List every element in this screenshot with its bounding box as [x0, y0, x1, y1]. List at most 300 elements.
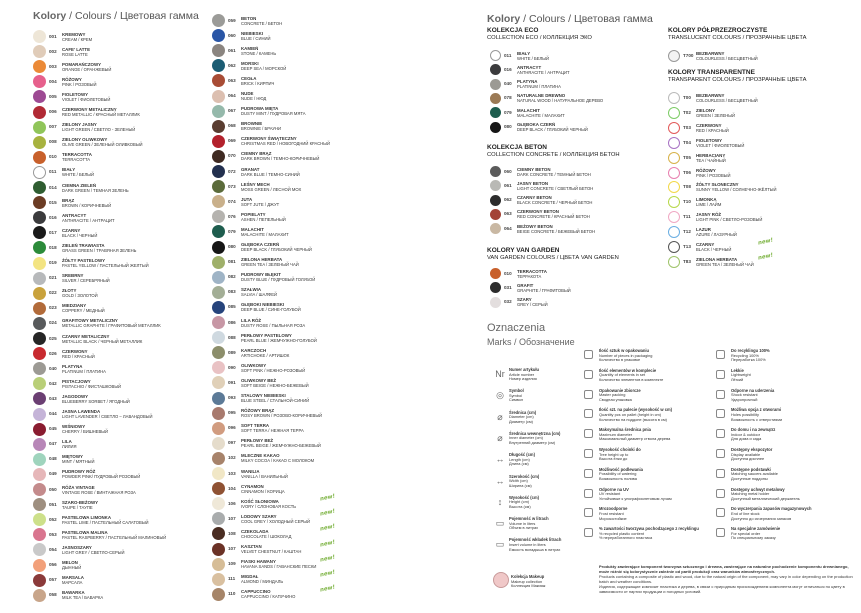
- mark-icon: ↔: [495, 454, 505, 465]
- colour-swatch: [212, 392, 225, 405]
- colour-swatch: [33, 317, 46, 330]
- mark-icon: ▭: [495, 539, 505, 550]
- colour-swatch: [33, 574, 46, 587]
- mark-icon: [584, 409, 593, 418]
- colour-swatch: [212, 105, 225, 118]
- colour-name: BROWNIE BROWNIE / БРАУНИ: [241, 121, 282, 132]
- colour-name: JAGODOWY BLUEBERRY SORBET / ЯГОДНЫЙ: [62, 393, 130, 404]
- colour-name: CZARNY BETON BLACK CONCRETE / ЧЕРНЫЙ БЕТОН: [517, 195, 593, 206]
- colour-swatch: [668, 196, 680, 208]
- colour-name: LIMONKA LIME / ЛАЙМ: [696, 197, 722, 208]
- colour-code: 011: [504, 52, 512, 58]
- colour-code: 060: [504, 168, 512, 174]
- colour-code: 103: [228, 470, 236, 476]
- colour-code: 019: [49, 260, 57, 265]
- colour-swatch: [212, 497, 225, 510]
- colour-code: 086: [228, 319, 236, 325]
- colour-code: T00: [683, 95, 691, 100]
- colour-swatch: [212, 527, 225, 540]
- mark-label: Dostępny uchwyt metalowy Matching metal holder Доступный металлический держатель: [731, 486, 800, 501]
- mark-label: Dostępne podstawki Matching saucers available Доступные поддоны: [731, 466, 778, 481]
- colour-swatch: [33, 302, 46, 315]
- colour-code: 023: [49, 305, 57, 311]
- colour-name: BEZBARWNY COLOURLESS / БЕСЦВЕТНЫЙ: [696, 51, 758, 61]
- colour-code: T08: [683, 184, 691, 190]
- colour-code: 008: [49, 139, 57, 145]
- colour-name: PERŁOWY PASTELOWY PEARL BLUE / ЖЕМЧУЖНО-ГОЛУБОЙ: [241, 332, 317, 343]
- colour-name: ŻÓŁTY PASTELOWY PASTEL YELLOW / ПАСТЕЛЬНЫЙ ЖЕЛТЫЙ: [62, 258, 149, 268]
- colour-swatch: [212, 74, 225, 87]
- colour-swatch: [212, 467, 225, 480]
- collection-heading: KOLEKCJA BETON COLLECTION CONCRETE / КОЛЛЕКЦИЯ БЕТОН: [487, 144, 620, 158]
- colour-swatch: [33, 423, 46, 436]
- colour-swatch: [668, 122, 680, 134]
- colour-swatch: [33, 543, 46, 556]
- colour-swatch: [212, 180, 225, 193]
- colour-code: 061: [228, 47, 236, 53]
- colour-swatch: [668, 167, 680, 179]
- colour-name: CZERWONY METALICZNY RED METALLIC / КРАСНЫЙ МЕТАЛЛИК: [62, 107, 140, 117]
- colour-swatch: [212, 482, 225, 495]
- colour-swatch: [33, 226, 46, 239]
- colour-name: NUDE NUDE / НЮД: [241, 91, 267, 101]
- colour-swatch: [668, 50, 680, 62]
- colour-code: 063: [228, 77, 236, 83]
- colour-swatch: [33, 272, 46, 285]
- colour-name: SZARY GREY / СЕРЫЙ: [517, 297, 548, 308]
- new-badge: new!: [757, 237, 774, 247]
- mark-label: % zawartości tworzywa pochodzącego z recyklingu % recycled plastic content % переработанного пластика: [599, 526, 699, 541]
- mark-icon: [584, 370, 593, 379]
- colour-code: 011: [49, 169, 57, 175]
- mark-icon: [584, 508, 593, 517]
- collection-heading: KOLEKCJA ECO COLLECTION ECO / КОЛЛЕКЦИЯ ЭКО: [487, 27, 592, 41]
- colour-swatch: [212, 59, 225, 72]
- colour-name: PUDROWY BŁĘKIT DUSTY BLUE / ПУДРОВЫЙ ГОЛУБОЙ: [241, 272, 316, 283]
- colour-code: 107: [228, 546, 236, 551]
- colour-swatch: [212, 452, 225, 465]
- colour-swatch: [33, 181, 46, 194]
- colour-name: MORSKI DEEP SEA / МОРСКОЙ: [241, 60, 287, 71]
- colour-code: 044: [49, 411, 57, 416]
- colour-swatch: [212, 422, 225, 435]
- mark-label: Odporne na uderzenia Shock resistant Ударопрочный: [731, 387, 775, 402]
- colour-swatch: [490, 122, 501, 133]
- colour-name: ZŁOTY GOLD / ЗОЛОТОЙ: [62, 288, 98, 299]
- mark-icon: [716, 489, 725, 498]
- colour-code: 010: [504, 270, 512, 276]
- colour-code: 058: [49, 592, 57, 598]
- mark-icon: ↔: [495, 475, 505, 486]
- mark-icon: Nr: [495, 369, 505, 379]
- mark-label: Symbol Symbol Символ: [509, 388, 524, 403]
- colour-code: 049: [49, 471, 57, 477]
- colour-swatch: [212, 331, 225, 344]
- mark-icon: [716, 409, 725, 418]
- colour-name: TERRACOTTA TERRACOTTA: [62, 152, 92, 163]
- colour-code: 062: [228, 62, 236, 68]
- colour-swatch: [212, 241, 225, 254]
- colour-name: PUDROWY RÓŻ POWDER PINK/ ПУДРОВЫЙ РОЗОВЫЙ: [62, 469, 141, 480]
- colour-code: 025: [49, 335, 57, 341]
- colour-swatch: [668, 181, 680, 193]
- colour-name: NATURALNE DREWNO NATURAL WOOD / НАТУРАЛЬНОЕ ДЕРЕВО: [517, 93, 604, 104]
- colour-name: CZERWONY RED / КРАСНЫЙ: [696, 122, 729, 133]
- colour-code: T12: [683, 229, 691, 235]
- mark-icon: [716, 528, 725, 537]
- mark-label: Wysokość (cm) Height (cm) Высота (см): [509, 494, 539, 509]
- colour-code: 079: [228, 228, 236, 234]
- mark-label: Dostępny ekspozytor Display available Доступна дисплее: [731, 447, 773, 462]
- mark-icon: [584, 350, 593, 359]
- colour-code: 005: [49, 93, 57, 99]
- colour-name: BEZBARWNY COLOURLESS / БЕСЦВЕТНЫЙ: [696, 93, 758, 103]
- colour-code: 040: [504, 81, 512, 87]
- colour-name: ZIELONY GREEN / ЗЕЛЕНЫЙ: [696, 107, 735, 118]
- colour-name: RÓŻOWY BRĄZ ROSY BROWN / РОЗОВО-КОРИЧНЕВЫЙ: [241, 408, 323, 419]
- colour-code: 045: [49, 426, 57, 432]
- colour-code: T06: [683, 169, 691, 175]
- mark-label: Ilość sztuk w opakowaniu Number of pieces in packaging Количество в упаковке: [599, 348, 653, 363]
- colour-code: 095: [228, 410, 236, 416]
- mark-label: Opakowanie zbiorcze Master packing Сводная упаковка: [599, 387, 641, 402]
- colour-name: PISTACJOWY PISTACHIO / ФИСТАШКОВЫЙ: [62, 378, 122, 389]
- colour-code: T04: [683, 139, 691, 145]
- colour-name: KAMIEŃ STONE / КАМЕНЬ: [241, 45, 277, 56]
- colour-code: 067: [228, 108, 236, 114]
- colour-swatch: [212, 120, 225, 133]
- colour-swatch: [212, 210, 225, 223]
- colour-swatch: [33, 166, 46, 179]
- colour-code: 089: [228, 349, 236, 355]
- colour-swatch: [668, 152, 680, 164]
- colour-code: 007: [49, 124, 57, 130]
- colour-name: GRANAT DARK BLUE / ТЕМНО-СИНИЙ: [241, 166, 300, 177]
- marks-title: Oznaczenia: [487, 322, 546, 334]
- colour-code: 097: [228, 440, 236, 446]
- new-badge: new!: [319, 493, 336, 503]
- colour-swatch: [490, 93, 501, 104]
- colour-swatch: [33, 438, 46, 451]
- colour-name: WIŚNIOWY CHERRY / ВИШНЕВЫЙ: [62, 424, 108, 435]
- colour-swatch: [668, 241, 680, 253]
- colour-code: 090: [228, 364, 236, 370]
- colour-code: 017: [49, 229, 57, 235]
- colour-swatch: [668, 256, 680, 268]
- colour-name: MARSALA МАРСАЛА: [62, 575, 84, 586]
- colour-name: KREMOWY CREAM / КРЕМ: [62, 31, 93, 42]
- colour-name: MALACHIT MALACHITE / МАЛАХИТ: [517, 107, 565, 118]
- colour-name: GŁĘBOKA CZERŃ DEEP BLACK / ГЛУБОКИЙ ЧЕРНЫЙ: [517, 122, 588, 132]
- colour-code: 053: [49, 531, 57, 537]
- colour-swatch: [33, 513, 46, 526]
- colour-code: 054: [49, 546, 57, 552]
- colour-swatch: [490, 64, 501, 75]
- colour-code: 015: [49, 199, 57, 205]
- colour-name: STALOWY NIEBIESKI BLUE STEEL / СТАЛЬНОЙ-СИНИЙ: [241, 393, 310, 403]
- mark-icon: [716, 508, 725, 517]
- mark-label: Średnica (cm) Diameter (cm) Диаметр (см): [509, 409, 537, 424]
- colour-swatch: [490, 297, 501, 308]
- mark-icon: ▭: [495, 518, 505, 529]
- colour-swatch: [212, 90, 225, 103]
- mark-label: Ilość elementów w komplecie Quantity of elements in set Количество элементов в комплекте: [599, 367, 664, 382]
- new-badge: new!: [319, 569, 336, 579]
- colour-swatch: [212, 165, 225, 178]
- colour-code: 060: [228, 32, 236, 38]
- colour-swatch: [33, 498, 46, 511]
- colour-code: 076: [228, 213, 236, 219]
- colour-swatch: [212, 361, 225, 374]
- colour-code: 056: [49, 562, 57, 567]
- collection-heading: KOLORY VAN GARDEN VAN GARDEN COLOURS / ЦВЕТА VAN GARDEN: [487, 247, 619, 261]
- mark-label: Możliwość podlewania Possibility of watering Возможность полива: [599, 466, 643, 481]
- colour-code: 001: [49, 33, 57, 39]
- colour-swatch: [33, 241, 46, 254]
- colour-name: CZEKOLADA CHOCOLATE / ШОКОЛАД: [241, 528, 292, 539]
- mark-icon: [584, 429, 593, 438]
- colour-name: RÓŻA VINTAGE VINTAGE ROSE / ВИНТАЖНАЯ РОЗА: [62, 484, 136, 495]
- colour-swatch: [668, 107, 680, 119]
- new-badge: new!: [757, 252, 774, 262]
- mark-label: Numer artykułu Article number Номер изделия: [509, 367, 540, 382]
- colour-code: 068: [228, 123, 236, 129]
- colour-name: FIOLETOWY VIOLET / ФИОЛЕТОВЫЙ: [62, 91, 111, 102]
- colour-name: JASNA LAWENDA LIGHT LAVENDER / СВЕТЛО – ЛАВАНДОВЫЙ: [62, 409, 153, 419]
- colour-swatch: [212, 150, 225, 163]
- colour-name: NIEBIESKI BLUE / СИНИЙ: [241, 30, 271, 41]
- colour-code: 016: [49, 214, 57, 220]
- colour-code: 072: [228, 168, 236, 174]
- colour-swatch: [212, 44, 225, 57]
- mark-label: Pojemność wkładek litrach Insert volume in liters Емкость вкладыша в литрах: [509, 537, 562, 552]
- colour-swatch: [490, 166, 501, 177]
- colour-code: T13: [683, 244, 691, 249]
- colour-name: SZARO-BEŻOWY TAUPE / ТАУПЕ: [62, 499, 99, 510]
- mark-icon: [716, 429, 725, 438]
- colour-swatch: [490, 268, 501, 279]
- colour-code: 111: [228, 576, 236, 582]
- colour-code: 043: [49, 395, 57, 401]
- colour-name: PLATYNA PLATINUM / ПЛАТИНА: [517, 79, 561, 90]
- marks-subtitle: Marks / Обозначение: [487, 337, 575, 347]
- colour-code: 102: [228, 455, 236, 461]
- mark-icon: [584, 390, 593, 399]
- colour-code: 081: [228, 259, 236, 265]
- colour-code: 031: [504, 284, 512, 290]
- colour-name: SOFT TERRA SOFT TERRA / НЕЖНАЯ ТЕРРА: [241, 423, 304, 434]
- colour-code: T11: [683, 214, 691, 220]
- mark-label: Na specjalne zamówienie For special order По специальному заказу: [731, 526, 781, 541]
- colour-name: POMARAŃCZOWY ORANGE / ОРАНЖЕВЫЙ: [62, 61, 112, 72]
- colour-code: T10: [683, 199, 691, 205]
- colour-code: 002: [49, 48, 57, 54]
- colour-name: CZERWONY RED / КРАСНЫЙ: [62, 348, 95, 359]
- mark-icon: ↕: [497, 496, 503, 507]
- new-badge: new!: [319, 523, 336, 533]
- colour-swatch: [212, 512, 225, 525]
- colour-code: 064: [228, 93, 236, 98]
- colour-code: T05: [683, 154, 691, 160]
- colour-swatch: [212, 14, 225, 27]
- colour-name: TERRACOTTA ТЕРРАКОТА: [517, 268, 547, 279]
- colour-code: 048: [49, 456, 57, 462]
- left-title: Kolory / Colours / Цветовая гамма: [33, 10, 199, 22]
- colour-name: BIAŁY WHITE / БЕЛЫЙ: [517, 50, 549, 61]
- colour-swatch: [33, 211, 46, 224]
- colour-name: WANILIA VANILLA / ВАНИЛЬНЫЙ: [241, 468, 288, 479]
- colour-swatch: [212, 301, 225, 314]
- colour-name: ANTRACYT ANTHRACITE / АНТРАЦИТ: [517, 64, 570, 75]
- colour-name: CIEMNY BETON DARK CONCRETE / ТЕМНЫЙ БЕТОН: [517, 166, 591, 177]
- mark-label: Pojemność w litrach Volume in liters Объем в литрах: [509, 516, 549, 531]
- colour-swatch: [212, 29, 225, 42]
- colour-code: 082: [228, 274, 236, 280]
- colour-name: CYNAMON CINNAMON / КОРИЦА: [241, 483, 285, 494]
- mark-label: Do domu i na zewnątrz Indoor & outdoor Для дома и сада: [731, 427, 776, 442]
- colour-code: 003: [49, 63, 57, 69]
- colour-swatch: [212, 573, 225, 586]
- colour-name: ZIELONA HERBATA GREEN TEA / ЗЕЛЕНЫЙ ЧАЙ: [696, 256, 754, 267]
- colour-swatch: [33, 121, 46, 134]
- colour-code: 010: [49, 154, 57, 160]
- colour-code: 078: [504, 95, 512, 101]
- colour-swatch: [33, 559, 46, 572]
- colour-code: 070: [228, 153, 236, 159]
- mark-icon: [584, 449, 593, 458]
- mark-label: Szerokość (cm) Width (cm) Ширина (см): [509, 473, 540, 488]
- colour-name: JASNOSZARY LIGHT GREY / СВЕТЛО-СЕРЫЙ: [62, 544, 125, 555]
- colour-swatch: [212, 346, 225, 359]
- mark-label: Średnica wewnętrzna (cm) Inner diameter (cm) Внутренний диаметр (см): [509, 430, 561, 446]
- mark-icon: [584, 469, 593, 478]
- colour-name: GŁĘBOKI NIEBIESKI DEEP BLUE / СИНЕ-ГОЛУБОЙ: [241, 302, 301, 313]
- colour-code: 059: [228, 17, 236, 23]
- colour-swatch: [33, 151, 46, 164]
- mark-icon: ⌀: [497, 411, 503, 422]
- colour-code: 109: [228, 561, 236, 567]
- makeup-swatch: [493, 572, 509, 588]
- colour-code: T700: [683, 53, 694, 58]
- new-badge: new!: [319, 554, 336, 564]
- colour-name: ZIELONY OLIWKOWY OLIVE GREEN / ЗЕЛЕНЫЙ ОЛИВКОВЫЙ: [62, 137, 143, 148]
- colour-swatch: [212, 135, 225, 148]
- colour-code: 106: [228, 500, 236, 506]
- colour-code: 061: [504, 182, 512, 188]
- mark-label: Odporne na UV UV resistant Устойчивые к ультрафиолетовым лучам: [599, 486, 672, 501]
- colour-code: 080: [228, 244, 236, 249]
- colour-name: JASNY BETON LIGHT CONCRETE / СВЕТЛЫЙ БЕТОН: [517, 180, 594, 191]
- colour-swatch: [33, 136, 46, 149]
- colour-code: 024: [49, 320, 57, 326]
- colour-swatch: [33, 287, 46, 300]
- colour-name: OLIWKOWY BEŻ SOFT BEIGE / НЕЖНО-БЕЖЕВЫЙ: [241, 377, 309, 388]
- colour-name: ZIELONY JASNY LIGHT GREEN / СВЕТЛО - ЗЕЛЕНЫЙ: [62, 122, 136, 133]
- mark-icon: [584, 489, 593, 498]
- colour-swatch: [212, 543, 225, 556]
- colour-name: MIEDZIANY COPPERY / МЕДНЫЙ: [62, 303, 105, 314]
- colour-swatch: [212, 558, 225, 571]
- colour-code: 016: [504, 66, 512, 72]
- colour-code: 088: [228, 334, 236, 340]
- colour-name: BEŻOWY BETON BEIGE CONCRETE / БЕЖЕВЫЙ БЕТОН: [517, 223, 596, 234]
- colour-swatch: [668, 92, 680, 104]
- colour-name: POPIELATY ASHEN / ПЕПЕЛЬНЫЙ: [241, 211, 286, 222]
- colour-swatch: [490, 195, 501, 206]
- mark-label: Do wyczerpania zapasów magazynowych End of line stock Доступно до исчерпания запасов: [731, 506, 812, 521]
- colour-code: 021: [49, 275, 57, 281]
- colour-name: HERBACIANY TEA / ЧАЙНЫЙ: [696, 152, 726, 163]
- colour-name: BETON CONCRETE / БЕТОН: [241, 15, 283, 26]
- colour-name: CIEMNA ZIELEŃ DARK GREEN / ТЕМНАЯ ЗЕЛЕНЬ: [62, 182, 129, 193]
- colour-code: 104: [228, 485, 236, 491]
- mark-icon: [584, 528, 593, 537]
- mark-icon: [716, 469, 725, 478]
- colour-code: 052: [49, 516, 57, 522]
- colour-code: 063: [504, 211, 512, 217]
- colour-swatch: [212, 195, 225, 208]
- colour-swatch: [33, 589, 46, 602]
- colour-name: BRĄZ BROWN / КОРИЧНЕВЫЙ: [62, 197, 112, 208]
- colour-code: 073: [228, 183, 236, 189]
- colour-code: 014: [49, 184, 57, 190]
- colour-swatch: [490, 50, 501, 61]
- colour-code: 083: [228, 289, 236, 295]
- colour-swatch: [490, 282, 501, 293]
- colour-code: 050: [49, 486, 57, 492]
- colour-code: 040: [49, 365, 57, 371]
- colour-code: 006: [49, 109, 57, 114]
- colour-code: 042: [49, 380, 57, 386]
- colour-swatch: [668, 137, 680, 149]
- colour-code: 096: [228, 425, 236, 431]
- collection-heading: KOLORY TRANSPARENTNE TRANSPARENT COLOURS / ПРОЗРАЧНЫЕ ЦВЕТА: [668, 69, 807, 83]
- colour-swatch: [33, 392, 46, 405]
- colour-swatch: [33, 30, 46, 43]
- colour-swatch: [668, 226, 680, 238]
- colour-swatch: [33, 528, 46, 541]
- colour-code: 069: [228, 138, 236, 144]
- colour-code: T02: [683, 109, 691, 115]
- colour-code: T83: [683, 258, 691, 264]
- mark-icon: [716, 390, 725, 399]
- colour-name: JASNY RÓŻ LIGHT PINK / СВЕТЛО-РОЗОВЫЙ: [696, 212, 763, 223]
- colour-swatch: [490, 209, 501, 220]
- colour-name: ANTRACYT ANTHRACITE / АНТРАЦИТ: [62, 212, 115, 223]
- colour-code: 107: [228, 515, 236, 521]
- colour-swatch: [668, 211, 680, 223]
- colour-swatch: [33, 377, 46, 390]
- colour-name: BIAŁY WHITE / БЕЛЫЙ: [62, 167, 94, 178]
- colour-code: 085: [228, 304, 236, 310]
- colour-code: 080: [504, 124, 512, 129]
- colour-name: MIGDAŁ ALMOND / МИНДАЛЬ: [241, 574, 284, 585]
- colour-name: LILA RÓŻ DUSTY ROSE / ПЫЛЬНАЯ РОЗА: [241, 317, 306, 328]
- mark-icon: ◎: [496, 390, 504, 401]
- colour-name: ZIELONA HERBATA GREEN TEA / ЗЕЛЕНЫЙ ЧАЙ: [241, 257, 299, 268]
- colour-swatch: [490, 180, 501, 191]
- colour-code: 110: [228, 591, 236, 597]
- colour-swatch: [33, 332, 46, 345]
- mark-icon: ⌀: [497, 432, 503, 443]
- colour-name: LODOWY SZARY COOL GREY / ХОЛОДНЫЙ СЕРЫЙ: [241, 513, 311, 524]
- colour-swatch: [212, 256, 225, 269]
- colour-name: ŻÓŁTY SŁONECZNY SUNNY YELLOW / СОЛНЕЧНО-ЖЁЛТЫЙ: [696, 182, 777, 193]
- colour-name: FIOLETOWY VIOLET / ФИОЛЕТОВЫЙ: [696, 137, 745, 148]
- collection-heading: KOLORY PÓŁPRZEZROCZYSTE TRANSLUCENT COLOURS / ПРОЗРАЧНЫЕ ЦВЕТА: [668, 27, 807, 41]
- colour-name: RÓŻOWY PINK / РОЗОВЫЙ: [62, 76, 97, 87]
- colour-swatch: [490, 79, 501, 90]
